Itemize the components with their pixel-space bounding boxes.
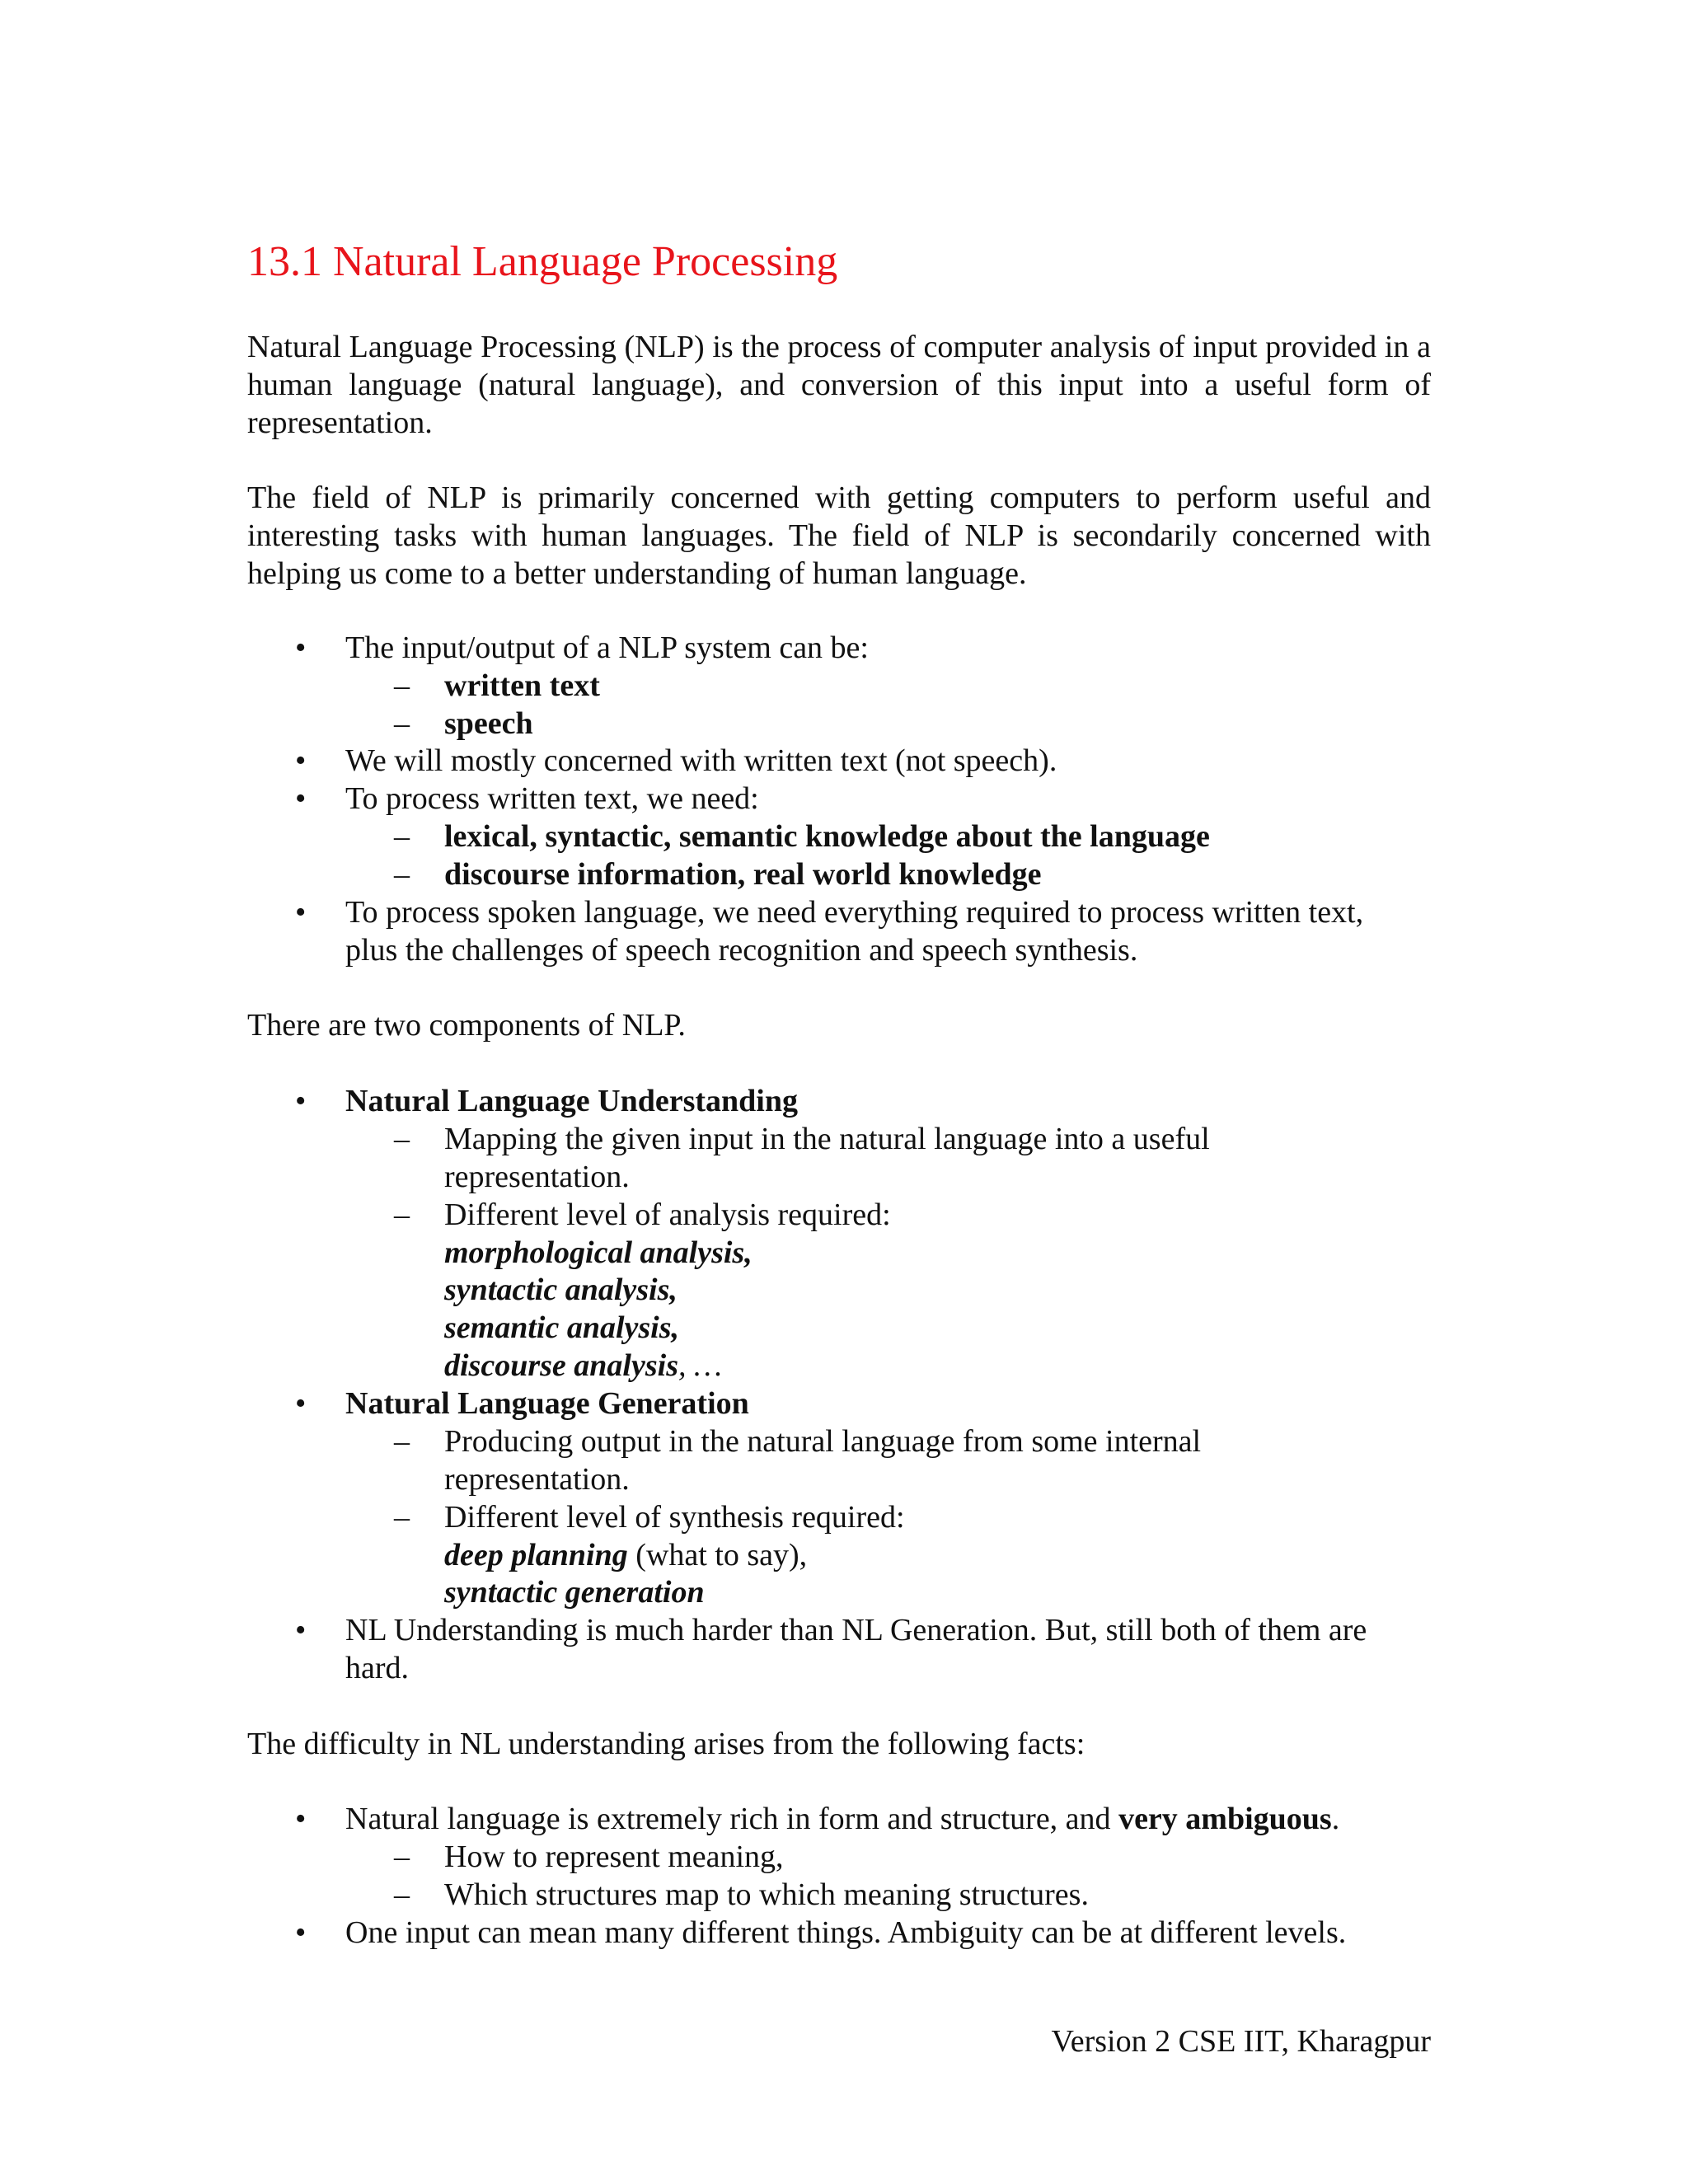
sub-list-item: Which structures map to which meaning structures. (444, 1877, 1089, 1912)
bullet-marker: • (295, 743, 307, 778)
dash-marker: – (394, 1122, 410, 1156)
analysis-level: morphological analysis, (444, 1235, 753, 1270)
list-item: To process spoken language, we need everything required to process written text, (345, 895, 1364, 930)
sub-list-item-continuation: representation. (444, 1160, 630, 1194)
synthesis-level: syntactic generation (444, 1575, 705, 1610)
analysis-level: semantic analysis, (444, 1310, 680, 1345)
analysis-level: syntactic analysis, (444, 1272, 678, 1307)
bullet-marker: • (295, 895, 307, 930)
list-item: NL Understanding is much harder than NL Generation. But, still both of them are (345, 1613, 1367, 1647)
sub-list-item-continuation: representation. (444, 1462, 630, 1497)
page-footer: Version 2 CSE IIT, Kharagpur (1051, 2024, 1431, 2059)
list-item: The input/output of a NLP system can be: (345, 630, 869, 665)
sub-list-item: Producing output in the natural language from some internal (444, 1424, 1202, 1459)
difficulty-intro: The difficulty in NL understanding arises from the following facts: (247, 1727, 1085, 1761)
list-item: We will mostly concerned with written text (not speech). (345, 743, 1057, 778)
analysis-level-tail: , … (678, 1348, 722, 1383)
list-item: One input can mean many different things. Ambiguity can be at different levels. (345, 1915, 1347, 1950)
sub-list-item: Mapping the given input in the natural language into a useful (444, 1122, 1210, 1156)
sub-list-item: written text (444, 668, 600, 703)
bullet-marker: • (295, 1915, 307, 1950)
bullet-marker: • (295, 1613, 307, 1647)
dash-marker: – (394, 857, 410, 892)
list-item: Natural Language Understanding (345, 1084, 798, 1118)
field-paragraph: The field of NLP is primarily concerned with getting computers to perform useful and interesting tasks with human languages. The field of NLP is secondarily concerned with helping us come to a better understanding of human language. (247, 480, 1431, 591)
synthesis-level: deep planning (444, 1538, 628, 1572)
dash-marker: – (394, 1877, 410, 1912)
dash-marker: – (394, 668, 410, 703)
list-item-punct: . (1331, 1802, 1340, 1836)
bullet-marker: • (295, 781, 307, 816)
sub-list-item: Different level of synthesis required: (444, 1500, 905, 1535)
list-item-text: Natural language is extremely rich in form and structure, and (345, 1802, 1119, 1836)
list-item-emphasis: very ambiguous (1118, 1802, 1332, 1836)
dash-marker: – (394, 1500, 410, 1535)
dash-marker: – (394, 1840, 410, 1874)
synthesis-level-line (444, 1536, 807, 1574)
sub-list-item: Different level of analysis required: (444, 1197, 891, 1232)
list-item-continuation: hard. (345, 1651, 410, 1685)
analysis-level: discourse analysis (444, 1348, 678, 1383)
bullet-marker: • (295, 1386, 307, 1421)
sub-list-item: lexical, syntactic, semantic knowledge about the language (444, 819, 1210, 854)
list-item: To process written text, we need: (345, 781, 759, 816)
list-item-continuation: plus the challenges of speech recognition and speech synthesis. (345, 933, 1138, 968)
sub-list-item: How to represent meaning, (444, 1840, 784, 1874)
bullet-marker: • (295, 1802, 307, 1836)
list-item (345, 1800, 1339, 1838)
components-intro: There are two components of NLP. (247, 1008, 686, 1043)
bullet-marker: • (295, 630, 307, 665)
section-title: 13.1 Natural Language Processing (247, 238, 838, 285)
dash-marker: – (394, 819, 410, 854)
bullet-marker: • (295, 1084, 307, 1118)
synthesis-level-tail: (what to say), (627, 1538, 808, 1572)
intro-paragraph: Natural Language Processing (NLP) is the process of computer analysis of input provided in a human language (natural language), and conversion of this input into a useful form of representation. (247, 330, 1431, 440)
sub-list-item: speech (444, 706, 533, 741)
sub-list-item: discourse information, real world knowledge (444, 857, 1042, 892)
dash-marker: – (394, 706, 410, 741)
list-item: Natural Language Generation (345, 1386, 749, 1421)
dash-marker: – (394, 1424, 410, 1459)
analysis-level-line (444, 1347, 722, 1385)
dash-marker: – (394, 1197, 410, 1232)
